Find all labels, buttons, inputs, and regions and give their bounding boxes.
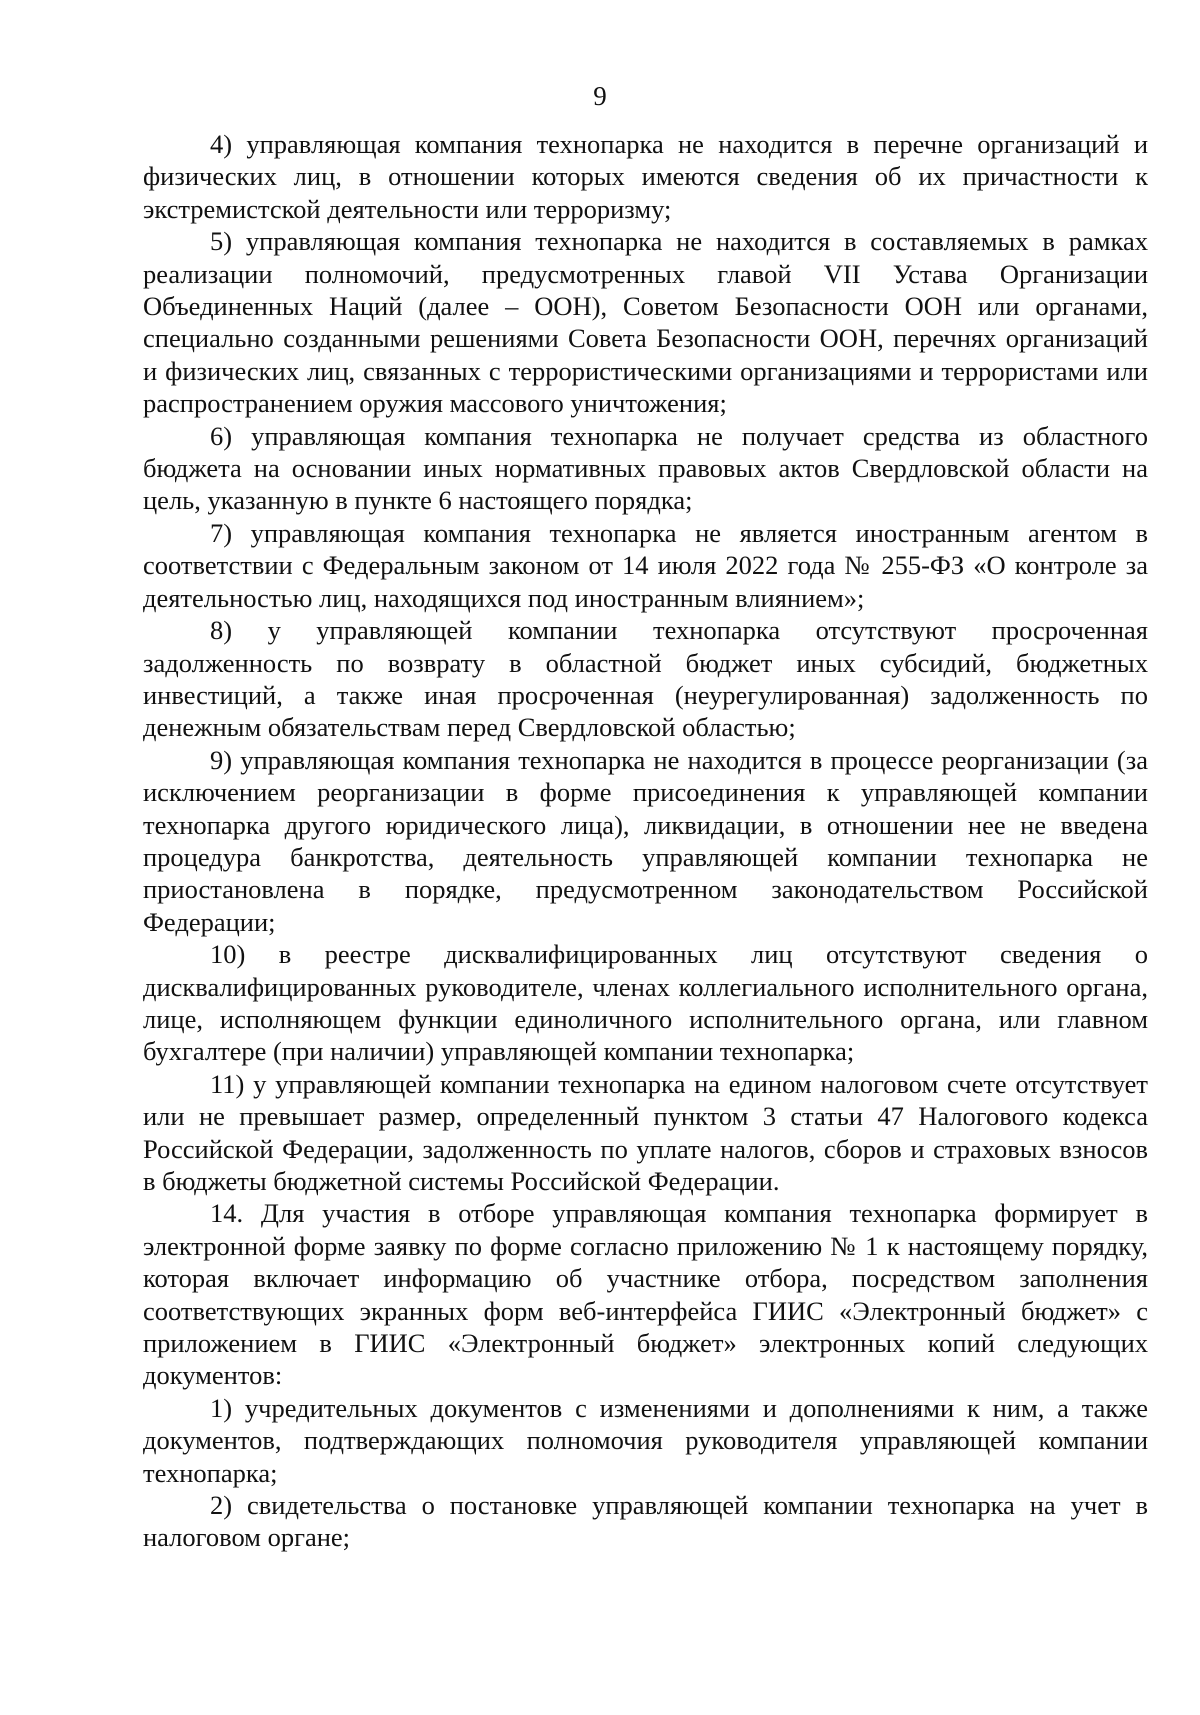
paragraph-subitem-2: 2) свидетельства о постановке управляющей компании технопарка на учет в налоговом органе;	[143, 1490, 1148, 1553]
document-body	[143, 128, 1148, 1554]
page-number: 9	[593, 81, 607, 111]
paragraph-item-8: 8) у управляющей компании технопарка отсутствуют просроченная задолженность по возврату в областной бюджет иных субсидий, бюджетных инвестиций, а также иная просроченная (неурегулированная) задолженность по денежным обязательствам перед Свердловской областью;	[143, 615, 1148, 743]
paragraph-item-9: 9) управляющая компания технопарка не находится в процессе реорганизации (за исключением реорганизации в форме присоединения к управляющей компании технопарка другого юридического лица), ликвидации, в отношении нее не введена процедура банкротства, деятельность управляющей компании технопарка не приостановлена в порядке, предусмотренном законодательством Российской Федерации;	[143, 744, 1148, 937]
paragraph-item-5: 5) управляющая компания технопарка не находится в составляемых в рамках реализации полномочий, предусмотренных главой VII Устава Организации Объединенных Наций (далее – ООН), Советом Безопасности ООН или органами, специально созданными решениями Совета Безопасности ООН, перечнях организаций и физических лиц, связанных с террористическими организациями и террористами или распространением оружия массового уничтожения;	[143, 226, 1148, 419]
paragraph-item-7: 7) управляющая компания технопарка не является иностранным агентом в соответствии с Федеральным законом от 14 июля 2022 года № 255-ФЗ «О контроле за деятельностью лиц, находящихся под иностранным влиянием»;	[143, 517, 1148, 613]
paragraph-item-11: 11) у управляющей компании технопарка на едином налоговом счете отсутствует или не превышает размер, определенный пунктом 3 статьи 47 Налогового кодекса Российской Федерации, задолженность по уплате налогов, сборов и страховых взносов в бюджеты бюджетной системы Российской Федерации.	[143, 1068, 1148, 1196]
paragraph-item-4: 4) управляющая компания технопарка не находится в перечне организаций и физических лиц, в отношении которых имеются сведения об их причастности к экстремистской деятельности или терроризму;	[143, 129, 1148, 224]
paragraph-item-6: 6) управляющая компания технопарка не получает средства из областного бюджета на основании иных нормативных правовых актов Свердловской области на цель, указанную в пункте 6 настоящего порядка;	[143, 420, 1148, 516]
paragraph-section-14: 14. Для участия в отборе управляющая компания технопарка формирует в электронной форме заявку по форме согласно приложению № 1 к настоящему порядку, которая включает информацию об участнике отбора, посредством заполнения соответствующих экранных форм веб-интерфейса ГИИС «Электронный бюджет» с приложением в ГИИС «Электронный бюджет» электронных копий следующих документов:	[143, 1198, 1148, 1391]
paragraph-item-10: 10) в реестре дисквалифицированных лиц отсутствуют сведения о дисквалифицированных руководителе, членах коллегиального исполнительного органа, лице, исполняющем функции единоличного исполнительного органа, или главном бухгалтере (при наличии) управляющей компании технопарка;	[143, 939, 1148, 1067]
paragraph-subitem-1: 1) учредительных документов с изменениями и дополнениями к ним, а также документов, подтверждающих полномочия руководителя управляющей компании технопарка;	[143, 1392, 1148, 1488]
